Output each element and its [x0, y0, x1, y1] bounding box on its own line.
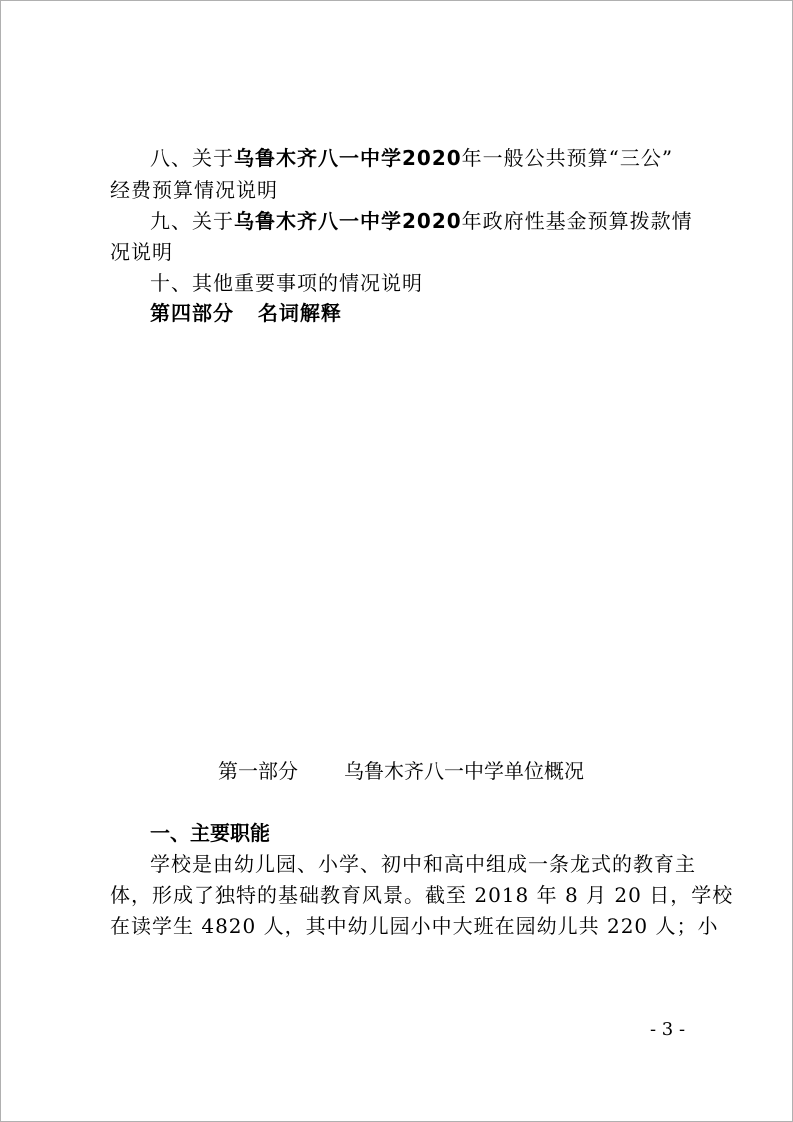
paragraph-line-2: 体，形成了独特的基础教育风景。截至 2018 年 8 月 20 日，学校: [110, 883, 734, 907]
paragraph-line-1: 学校是由幼儿园、小学、初中和高中组成一条龙式的教育主: [150, 852, 696, 876]
toc-item-9-prefix: 九、关于: [150, 209, 234, 233]
paragraph-line-3: 在读学生 4820 人，其中幼儿园小中大班在园幼儿共 220 人；小: [110, 914, 719, 938]
toc-part-4: 第四部分 名词解释: [150, 301, 342, 325]
toc-item-8-prefix: 八、关于: [150, 146, 234, 170]
section-title-name: 乌鲁木齐八一中学单位概况: [344, 759, 584, 783]
toc-item-8-continuation: 经费预算情况说明: [110, 178, 278, 202]
toc-item-8: [150, 144, 673, 172]
toc-item-9-suffix: 年政府性基金预算拨款情: [461, 209, 693, 233]
toc-item-10: 十、其他重要事项的情况说明: [150, 271, 423, 295]
toc-item-9: [150, 207, 693, 235]
section-title: [218, 757, 584, 785]
toc-item-8-unit: 乌鲁木齐八一中学: [234, 146, 402, 170]
subheading-main-functions: 一、主要职能: [150, 821, 270, 845]
section-title-part: 第一部分: [218, 759, 298, 783]
toc-item-9-continuation: 况说明: [110, 240, 173, 264]
toc-item-9-unit: 乌鲁木齐八一中学: [234, 209, 402, 233]
toc-item-8-year: 2020: [402, 146, 462, 170]
toc-item-9-year: 2020: [402, 209, 462, 233]
page-number: - 3 -: [650, 1019, 686, 1040]
toc-item-8-suffix: 年一般公共预算“三公”: [461, 146, 674, 170]
